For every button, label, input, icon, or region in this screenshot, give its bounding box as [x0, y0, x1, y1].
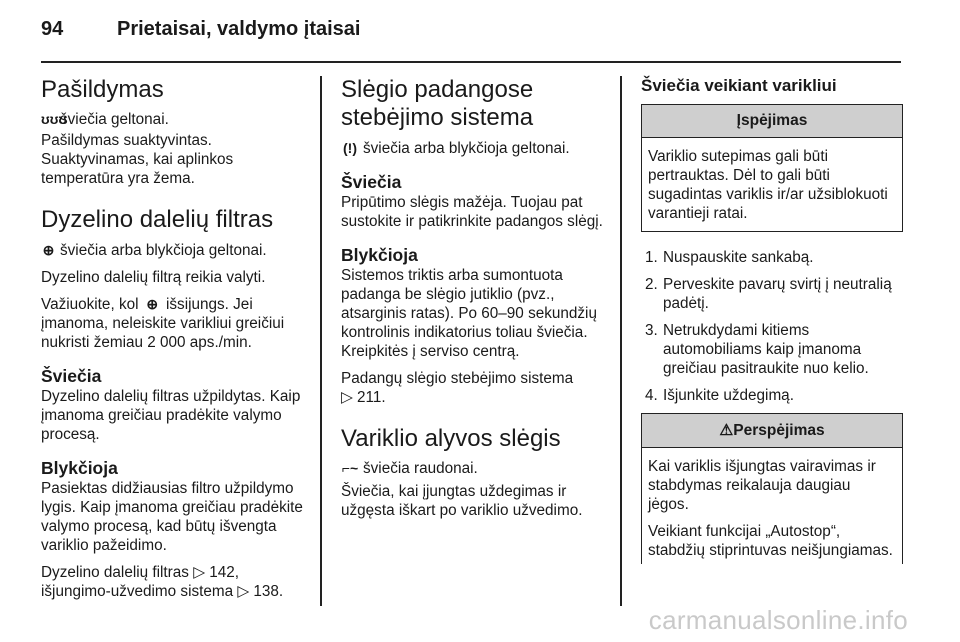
warning-title: Perspėjimas [733, 422, 825, 440]
page-title: Prietaisai, valdymo įtaisai [117, 18, 361, 40]
tire-pressure-icon: (!) [343, 139, 357, 156]
heating-indicator-line [41, 110, 311, 129]
column-1 [41, 76, 311, 609]
warning-triangle-icon: ⚠ [719, 422, 734, 440]
notice-title: Įspėjimas [642, 105, 902, 138]
dpf-flashing-text: Pasiektas didžiausias filtro užpildymo lygis. Kaip įmanoma greičiau pradėkite valymo procesą, kad būtų išvengta variklio pažeidimo. [41, 479, 303, 554]
ref-page[interactable]: 211. [357, 388, 386, 406]
page-number: 94 [41, 18, 64, 40]
subheading-lit: Šviečia [41, 365, 102, 386]
list-item: 1. Nuspauskite sankabą. [645, 249, 814, 267]
ref-text: Dyzelino dalelių filtras [41, 563, 189, 581]
tpms-indicator-text: šviečia arba blykčioja geltonai. [363, 139, 570, 157]
list-item: 2. Perveskite pavarų svirtį į neutralią padėtį. [645, 276, 892, 313]
section-heading-dpf: Dyzelino dalelių filtras [41, 206, 274, 234]
page-header [41, 10, 901, 54]
subheading-running: Šviečia veikiant varikliui [641, 76, 837, 95]
oil-indicator-line [341, 459, 611, 478]
heating-description: Pašildymas suaktyvintas. Suaktyvinamas, kai aplinkos temperatūra yra žema. [41, 132, 234, 188]
ref-arrow-icon: ▷ [193, 563, 205, 581]
oil-can-icon: ⌐~ [341, 459, 359, 476]
steps-list [641, 248, 903, 405]
oil-indicator-text: šviečia raudonai. [363, 459, 478, 477]
column-2 [341, 76, 611, 528]
section-heading-oil: Variklio alyvos slėgis [341, 424, 561, 452]
dpf-indicator-line [41, 241, 311, 260]
warning-title-bar [642, 414, 902, 448]
column-divider [620, 76, 622, 606]
warning-text-2: Veikiant funkcijai „Autostop“, stabdžių stiprintuvas neišjungiamas. [648, 523, 893, 560]
warning-text-1: Kai variklis išjungtas vairavimas ir stabdymas reikalauja daugiau jėgos. [648, 458, 876, 514]
ref-page[interactable]: 142, [209, 563, 239, 581]
heating-indicator-text: šviečia geltonai. [60, 111, 169, 129]
particle-filter-icon: ⊕ [146, 295, 159, 312]
dpf-lit-text: Dyzelino dalelių filtras užpildytas. Kaip įmanoma greičiau pradėkite valymo procesą. [41, 387, 301, 443]
notice-text: Variklio sutepimas gali būti pertrauktas. Dėl to gali būti sugadintas variklis ir/ar užsiblokuoti varantieji ratai. [648, 148, 888, 223]
dpf-indicator-text: šviečia arba blykčioja geltonai. [60, 241, 267, 259]
subheading-flashing: Blykčioja [41, 457, 118, 478]
list-item: 4. Išjunkite uždegimą. [645, 387, 794, 405]
glow-plug-icon: ʊʊʊ [41, 111, 68, 128]
list-item: 3. Netrukdydami kitiems automobiliams kaip įmanoma greičiau pasitraukite nuo kelio. [645, 322, 869, 378]
tpms-reference [341, 369, 611, 407]
tpms-flashing-text: Sistemos triktis arba sumontuota padanga be slėgio jutiklio (pvz., atsarginis ratas). Po 60–90 sekundžių kontrolinis indikatorius toliau šviečia. Kreipkitės į serviso centrą. [341, 266, 597, 360]
ref-text: Padangų slėgio stebėjimo sistema [341, 369, 574, 387]
watermark: carmanualsonline.info [648, 605, 908, 635]
ref-text: išjungimo-užvedimo sistema [41, 582, 234, 600]
header-rule [41, 61, 901, 63]
particle-filter-icon: ⊕ [42, 241, 55, 258]
subheading-lit: Šviečia [341, 171, 402, 192]
dpf-drive-text-b: išsijungs. Jei įmanoma, neleiskite varikliui greičiui nukristi žemiau 2 000 aps./min. [41, 295, 285, 351]
subheading-flashing: Blykčioja [341, 244, 418, 265]
dpf-cleaning-text: Dyzelino dalelių filtrą reikia valyti. [41, 268, 266, 286]
tpms-indicator-line [341, 139, 611, 158]
ref-page[interactable]: 138. [253, 582, 284, 600]
warning-box [641, 413, 903, 564]
section-heading-heating: Pašildymas [41, 76, 164, 103]
column-3 [641, 76, 903, 564]
oil-description: Šviečia, kai įjungtas uždegimas ir užgęsta iškart po variklio užvedimo. [341, 482, 583, 519]
column-divider [320, 76, 322, 606]
dpf-drive-text-a: Važiuokite, kol [41, 295, 139, 313]
section-heading-tpms: Slėgio padangose stebėjimo sistema [341, 76, 534, 132]
notice-box [641, 104, 903, 232]
dpf-references [41, 563, 311, 601]
ref-arrow-icon: ▷ [341, 388, 353, 406]
ref-arrow-icon: ▷ [237, 582, 250, 600]
dpf-drive-text [41, 295, 311, 352]
tpms-lit-text: Pripūtimo slėgis mažėja. Tuojau pat sustokite ir patikrinkite padangos slėgį. [341, 193, 603, 230]
